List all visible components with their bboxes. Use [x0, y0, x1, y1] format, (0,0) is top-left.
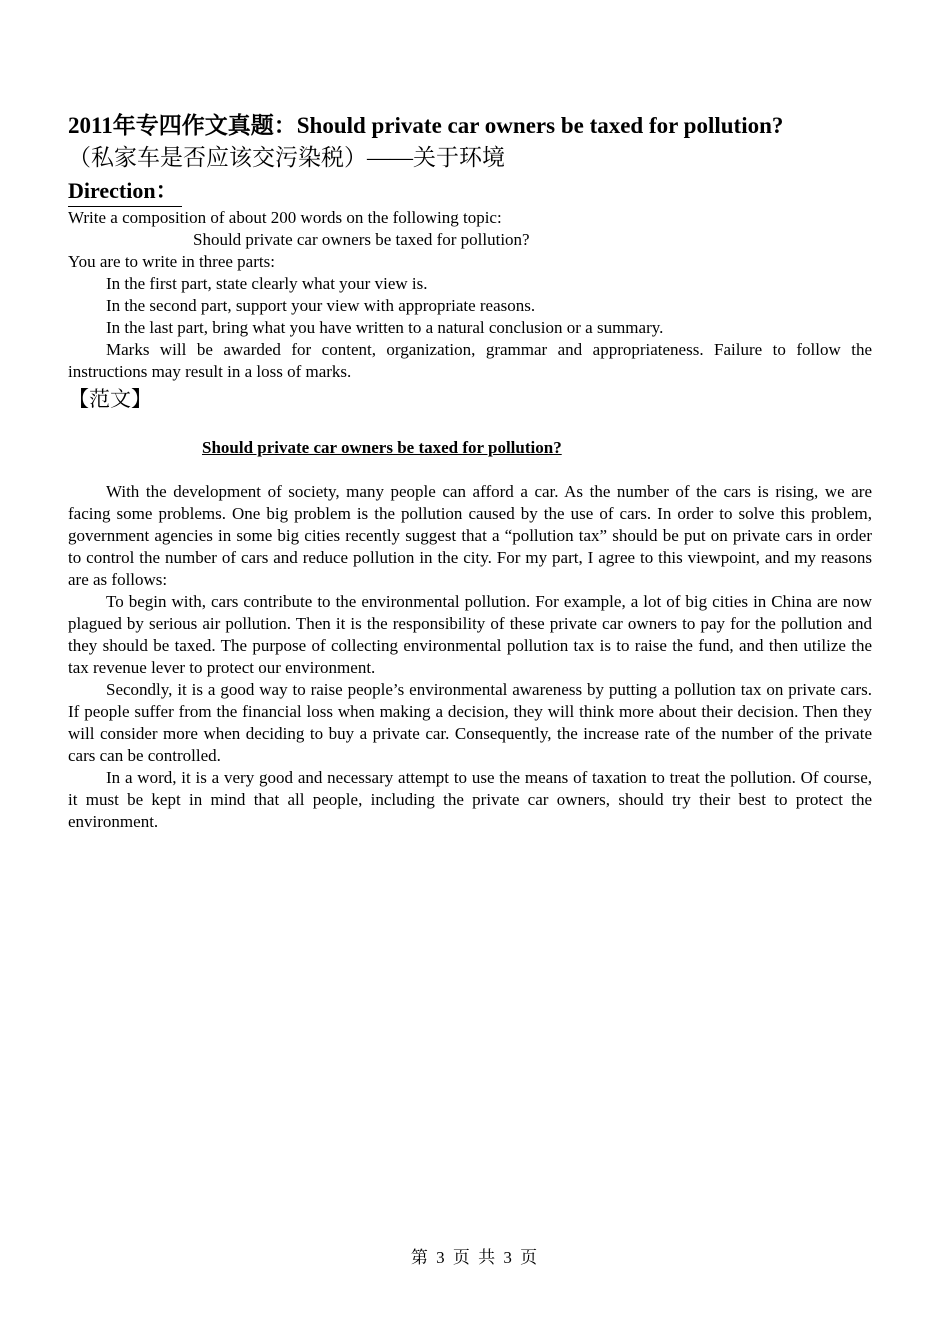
direction-heading: Direction：: [68, 176, 182, 207]
essay-paragraph: In a word, it is a very good and necessary attempt to use the means of taxation to treat the pollution. Of course, it must be kept in mind that all people, including the private car owners, should try their best to protect the environment.: [68, 768, 872, 831]
direction-part-1: In the first part, state clearly what your view is.: [106, 274, 428, 293]
essay-paragraph: Secondly, it is a good way to raise people’s environmental awareness by putting a pollution tax on private cars. If people suffer from the financial loss when making a decision, they will think more about their decision. Then they will consider more when deciding to buy a private car. Consequently, the increase rate of the number of the private cars can be controlled.: [68, 680, 872, 765]
essay-title: Should private car owners be taxed for pollution?: [202, 438, 562, 457]
page-number: 第 3 页 共 3 页: [410, 1248, 540, 1267]
model-essay-tag: 【范文】: [68, 387, 152, 411]
document-page: [68, 110, 872, 833]
document-subtitle: （私家车是否应该交污染税）——关于环境: [68, 145, 505, 170]
essay-paragraph: To begin with, cars contribute to the environmental pollution. For example, a lot of big cities in China are now plagued by serious air pollution. Then it is the responsibility of these private car owners to pay for the pollution and they should be taxed. The purpose of collecting environmental pollution tax is to raise the fund, and then utilize the tax revenue lever to protect our environment.: [68, 592, 872, 677]
direction-part-3: In the last part, bring what you have written to a natural conclusion or a summary.: [106, 318, 664, 337]
direction-topic: Should private car owners be taxed for pollution?: [193, 230, 530, 249]
direction-parts-intro: You are to write in three parts:: [68, 252, 275, 271]
direction-part-2: In the second part, support your view with appropriate reasons.: [106, 296, 536, 315]
direction-intro: Write a composition of about 200 words on the following topic:: [68, 208, 502, 227]
direction-instructions: [68, 207, 872, 383]
essay-body: [68, 481, 872, 833]
essay-paragraph: With the development of society, many people can afford a car. As the number of the cars is rising, we are facing some problems. One big problem is the pollution caused by the use of cars. In order to solve this problem, government agencies in some big cities recently suggest that a “pollution tax” should be put on private cars in order to control the number of cars and reduce pollution in the city. For my part, I agree to this viewpoint, and my reasons are as follows:: [68, 482, 872, 589]
document-title: 2011年专四作文真题：Should private car owners be taxed for pollution?: [68, 113, 784, 138]
direction-marks-note: Marks will be awarded for content, organization, grammar and appropriateness. Failure to follow the instructions may result in a loss of marks.: [68, 340, 872, 381]
